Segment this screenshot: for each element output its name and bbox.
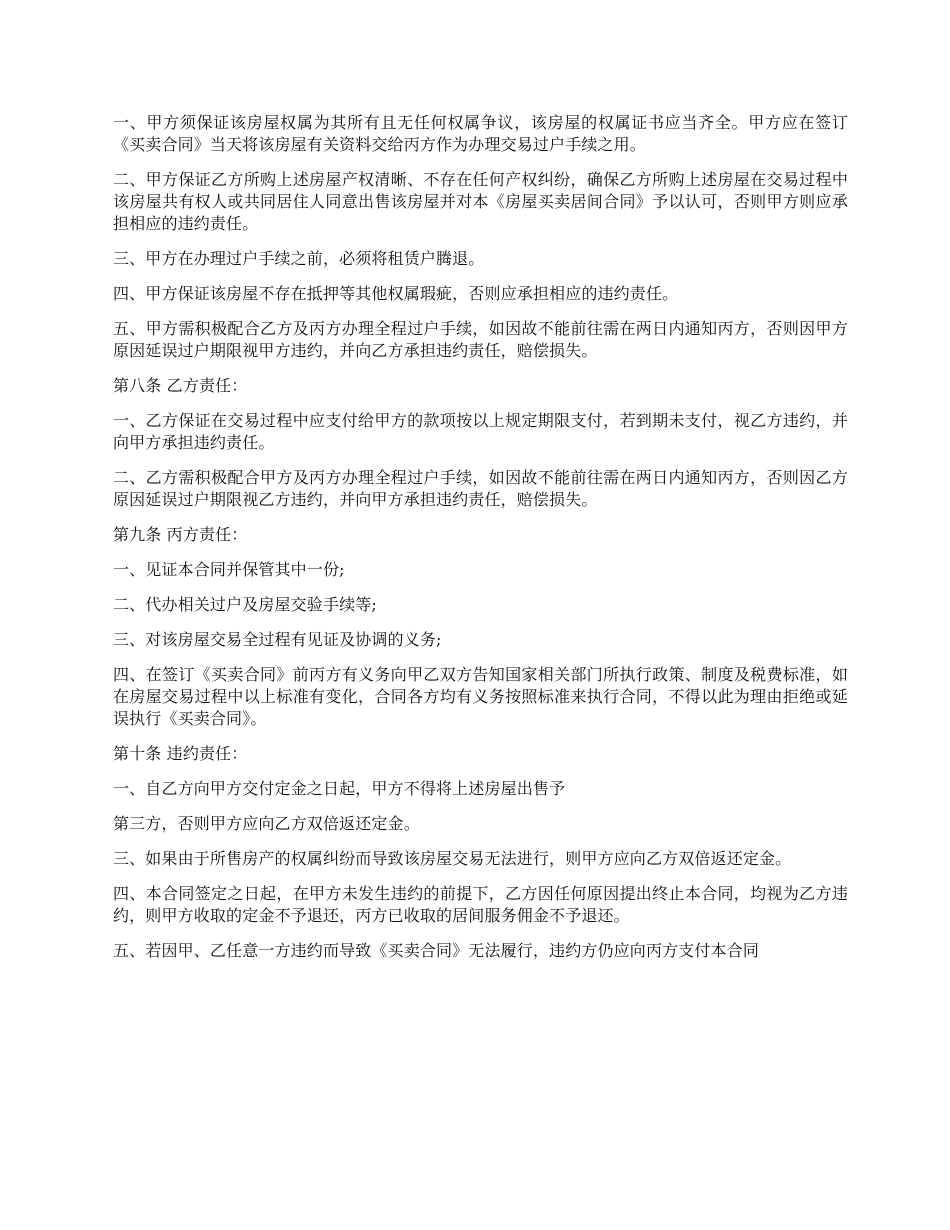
paragraph-agent-witness: 一、见证本合同并保管其中一份;: [113, 560, 345, 579]
paragraph-breach-third-party: 第三方，否则甲方应向乙方双倍返还定金。: [113, 814, 420, 833]
paragraph-seller-clear-title: 二、甲方保证乙方所购上述房屋产权清晰、不存在任何产权纠纷，确保乙方所购上述房屋在交易过程中该房屋共有权人或共同居住人同意出售该房屋并对本《房屋买卖居间合同》予以认可，否则甲方则应承担相应的违约责任。: [113, 170, 848, 233]
section-heading-article-8: 第八条 乙方责任：: [113, 376, 248, 395]
paragraph-seller-no-mortgage: 四、甲方保证该房屋不存在抵押等其他权属瑕疵，否则应承担相应的违约责任。: [113, 284, 679, 303]
document-body: [113, 112, 848, 975]
paragraph-agent-procedures: 二、代办相关过户及房屋交验手续等;: [113, 595, 377, 614]
paragraph-breach-buyer-terminate: 四、本合同签定之日起，在甲方未发生违约的前提下，乙方因任何原因提出终止本合同，均视为乙方违约，则甲方收取的定金不予退还，丙方已收取的居间服务佣金不予退还。: [113, 884, 848, 925]
paragraph-breach-either-party: 五、若因甲、乙任意一方违约而导致《买卖合同》无法履行，违约方仍应向丙方支付本合同: [113, 941, 760, 960]
paragraph-agent-coordinate: 三、对该房屋交易全过程有见证及协调的义务;: [113, 630, 442, 649]
paragraph-seller-tenant-vacate: 三、甲方在办理过户手续之前，必须将租赁户腾退。: [113, 249, 485, 268]
paragraph-breach-deposit: 一、自乙方向甲方交付定金之日起，甲方不得将上述房屋出售予: [113, 779, 566, 798]
paragraph-buyer-cooperate: 二、乙方需积极配合甲方及丙方办理全程过户手续，如因故不能前往需在两日内通知丙方，否则因乙方原因延误过户期限视乙方违约，并向甲方承担违约责任，赔偿损失。: [113, 468, 848, 509]
paragraph-agent-inform-policy: 四、在签订《买卖合同》前丙方有义务向甲乙双方告知国家相关部门所执行政策、制度及税费标准，如在房屋交易过程中以上标准有变化，合同各方均有义务按照标准来执行合同，不得以此为理由拒绝或延误执行《买卖合同》。: [113, 665, 848, 728]
paragraph-buyer-payment: 一、乙方保证在交易过程中应支付给甲方的款项按以上规定期限支付，若到期未支付，视乙方违约，并向甲方承担违约责任。: [113, 411, 848, 452]
paragraph-seller-ownership: 一、甲方须保证该房屋权属为其所有且无任何权属争议，该房屋的权属证书应当齐全。甲方应在签订《买卖合同》当天将该房屋有关资料交给丙方作为办理交易过户手续之用。: [113, 113, 848, 154]
section-heading-article-9: 第九条 丙方责任：: [113, 525, 248, 544]
paragraph-breach-title-dispute: 三、如果由于所售房产的权属纠纷而导致该房屋交易无法进行，则甲方应向乙方双倍返还定金。: [113, 849, 792, 868]
paragraph-seller-cooperate: 五、甲方需积极配合乙方及丙方办理全程过户手续，如因故不能前往需在两日内通知丙方，否则因甲方原因延误过户期限视甲方违约，并向乙方承担违约责任，赔偿损失。: [113, 319, 848, 360]
section-heading-article-10: 第十条 违约责任：: [113, 744, 248, 763]
